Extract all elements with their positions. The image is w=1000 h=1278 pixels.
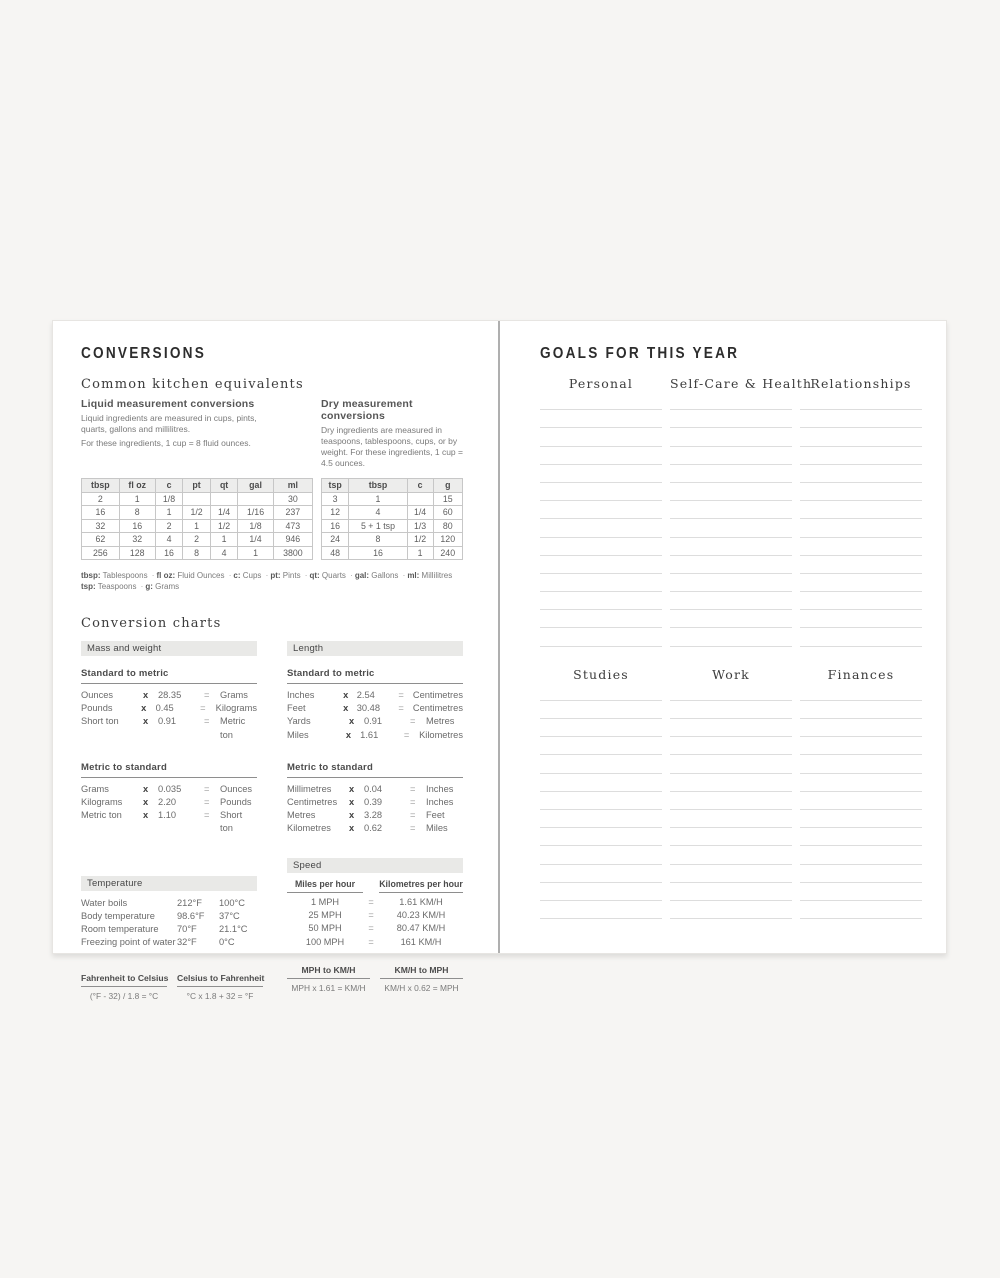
dry-table-row: 16 5 + 1 tsp 1/3 80: [322, 519, 463, 533]
liquid-measurement-intro: [81, 398, 313, 469]
speed-row: 25 MPH = 40.23 KM/H: [287, 909, 463, 922]
equals-symbol: =: [204, 797, 210, 808]
goals-section-2: [540, 667, 922, 919]
speed-row: 100 MPH = 161 KM/H: [287, 936, 463, 949]
legend-line-1: [81, 570, 464, 581]
conversion-row: Grams x 0.035 = Ounces: [81, 783, 257, 796]
ruled-line: [800, 737, 922, 755]
goal-column-relationships: [800, 376, 922, 647]
equals-symbol: =: [410, 783, 416, 794]
liquid-table-header-cell: pt: [183, 479, 211, 493]
speed-formulas: [287, 965, 463, 993]
equals-symbol: =: [410, 810, 416, 821]
liquid-table-row: 2 1 1/8 30: [82, 492, 313, 506]
dry-table-header-cell: tbsp: [349, 479, 407, 493]
multiply-symbol: x: [345, 729, 352, 740]
conversion-row: Metres x 3.28 = Feet: [287, 809, 463, 822]
dry-description: Dry ingredients are measured in teaspoons, tablespoons, cups, or by weight. For these ingredients, 1 cup = 4.5 ounces.: [321, 425, 463, 468]
ruled-line: [540, 428, 662, 446]
ruled-line: [670, 574, 792, 592]
ruled-line: [540, 774, 662, 792]
dry-table-header-cell: g: [433, 479, 463, 493]
ruled-line: [540, 592, 662, 610]
ruled-line: [800, 538, 922, 556]
ruled-line: [670, 610, 792, 628]
ruled-line: [670, 810, 792, 828]
multiply-symbol: x: [143, 797, 149, 808]
speed-col1-header: Miles per hour: [287, 879, 363, 893]
ruled-line: [670, 428, 792, 446]
ruled-line: [670, 774, 792, 792]
measurement-intro-columns: [81, 398, 464, 469]
speed-row: 1 MPH = 1.61 KM/H: [287, 896, 463, 909]
goal-lines: [670, 392, 792, 647]
goal-lines: [800, 392, 922, 647]
ruled-line: [540, 519, 662, 537]
legend-entry: c: Cups ·: [233, 571, 270, 580]
goal-column-header: Work: [712, 666, 750, 682]
ruled-line: [800, 810, 922, 828]
equals-symbol: =: [368, 896, 374, 907]
dry-table-header-row: [322, 479, 463, 493]
planner-spread: [52, 320, 947, 1002]
ruled-line: [800, 447, 922, 465]
equals-symbol: =: [410, 823, 416, 834]
ruled-line: [670, 628, 792, 646]
temperature-bar: Temperature: [81, 876, 257, 891]
kitchen-equivalents-heading: Common kitchen equivalents: [81, 377, 304, 392]
equals-symbol: =: [368, 923, 374, 934]
ruled-line: [800, 519, 922, 537]
ruled-line: [670, 556, 792, 574]
equals-symbol: =: [204, 810, 210, 821]
ruled-line: [540, 392, 662, 410]
equals-symbol: =: [398, 690, 404, 700]
ruled-line: [800, 483, 922, 501]
speed-row: 50 MPH = 80.47 KM/H: [287, 922, 463, 935]
ruled-line: [670, 901, 792, 919]
ruled-line: [670, 392, 792, 410]
ruled-line: [540, 410, 662, 428]
ruled-line: [540, 574, 662, 592]
ruled-line: [800, 865, 922, 883]
legend-entry: qt: Quarts ·: [309, 571, 354, 580]
ruled-line: [670, 538, 792, 556]
multiply-symbol: x: [349, 783, 355, 794]
ruled-line: [540, 901, 662, 919]
ruled-line: [670, 519, 792, 537]
goal-column-header: Personal: [568, 376, 634, 391]
ruled-line: [800, 883, 922, 901]
speed-table-headers: [287, 879, 463, 893]
speed-table: [287, 879, 463, 950]
ruled-line: [670, 410, 792, 428]
ruled-line: [800, 755, 922, 773]
equals-symbol: =: [204, 716, 210, 727]
ruled-line: [670, 701, 792, 719]
charts-column-left: [81, 641, 265, 1002]
formula-block: Celsius to Fahrenheit °C x 1.8 + 32 = °F: [177, 973, 265, 1002]
mass-weight-bar: Mass and weight: [81, 641, 257, 656]
legend-entry: ml: Millilitres: [407, 571, 453, 580]
liquid-table-header-cell: fl oz: [119, 479, 155, 493]
ruled-line: [670, 592, 792, 610]
goal-column-personal: [540, 376, 662, 647]
equals-symbol: =: [368, 936, 374, 947]
ruled-line: [670, 683, 792, 701]
dry-heading: Dry measurement conversions: [321, 398, 413, 422]
goal-column-header: Studies: [573, 666, 629, 682]
legend-line-2: [81, 581, 464, 592]
formula-block: MPH to KM/H MPH x 1.61 = KM/H: [287, 965, 370, 993]
left-page-conversions: [53, 321, 498, 1002]
equals-symbol: =: [204, 783, 210, 794]
goal-column-finances: [800, 667, 922, 919]
goals-section-1: [540, 376, 922, 647]
temperature-row: Freezing point of water 32°F 0°C: [81, 937, 235, 948]
legend-entry: tbsp: Tablespoons ·: [81, 571, 156, 580]
conversion-row: Feet x 30.48 = Centimetres: [287, 702, 463, 715]
ruled-line: [800, 556, 922, 574]
mass-standard-to-metric: [81, 668, 257, 742]
liquid-table-header-cell: ml: [273, 479, 312, 493]
ruled-line: [800, 683, 922, 701]
legend-entry: gal: Gallons ·: [355, 571, 407, 580]
liquid-conversion-table: [81, 478, 313, 560]
ruled-line: [800, 592, 922, 610]
multiply-symbol: x: [343, 703, 349, 714]
ruled-line: [800, 846, 922, 864]
liquid-table-header-cell: qt: [210, 479, 238, 493]
conversion-row: Pounds x 0.45 = Kilograms: [81, 702, 257, 715]
dry-table-row: 12 4 1/4 60: [322, 506, 463, 520]
multiply-symbol: x: [143, 716, 149, 727]
ruled-line: [540, 719, 662, 737]
ruled-line: [670, 483, 792, 501]
equals-symbol: =: [410, 716, 416, 727]
kitchen-tables: [81, 478, 464, 560]
goal-column-header: Finances: [827, 666, 895, 682]
legend-entry: pt: Pints ·: [270, 571, 309, 580]
goal-column-work: [670, 667, 792, 919]
multiply-symbol: x: [143, 690, 149, 700]
goal-lines: [800, 683, 922, 919]
multiply-symbol: x: [141, 703, 147, 714]
dry-table-header-cell: c: [407, 479, 433, 493]
equals-symbol: =: [204, 690, 210, 700]
liquid-heading: Liquid measurement conversions: [81, 398, 255, 410]
ruled-line: [540, 846, 662, 864]
conversion-row: Inches x 2.54 = Centimetres: [287, 689, 463, 702]
liquid-description-2: For these ingredients, 1 cup = 8 fluid ounces.: [81, 438, 251, 448]
formula-block: Fahrenheit to Celsius (°F - 32) / 1.8 = °C: [81, 973, 169, 1002]
ruled-line: [800, 828, 922, 846]
temperature-formulas: [81, 973, 265, 1002]
legend-entry: tsp: Teaspoons ·: [81, 582, 145, 591]
goal-column-header: Self-Care & Health: [670, 376, 813, 391]
ruled-line: [540, 447, 662, 465]
ruled-line: [540, 755, 662, 773]
liquid-table-header-cell: c: [155, 479, 183, 493]
conversion-row: Yards x 0.91 = Metres: [287, 715, 463, 728]
ruled-line: [540, 828, 662, 846]
ruled-line: [540, 883, 662, 901]
temperature-block: [81, 876, 257, 950]
ruled-line: [800, 628, 922, 646]
page-title-goals: GOALS FOR THIS YEAR: [540, 345, 740, 362]
speed-bar: Speed: [287, 858, 463, 873]
ruled-line: [670, 883, 792, 901]
conversion-row: Miles x 1.61 = Kilometres: [287, 729, 463, 742]
charts-column-right: [287, 641, 463, 1001]
ruled-line: [670, 865, 792, 883]
liquid-table-row: 32 16 2 1 1/2 1/8 473: [82, 519, 313, 533]
ruled-line: [540, 628, 662, 646]
length-bar: Length: [287, 641, 463, 656]
liquid-table-row: 16 8 1 1/2 1/4 1/16 237: [82, 506, 313, 520]
ruled-line: [540, 483, 662, 501]
multiply-symbol: x: [349, 823, 355, 834]
ruled-line: [670, 465, 792, 483]
mass-metric-to-standard: [81, 762, 257, 836]
dry-table-header-cell: tsp: [322, 479, 349, 493]
dry-table-row: 3 1 15: [322, 492, 463, 506]
ruled-line: [800, 774, 922, 792]
ruled-line: [540, 701, 662, 719]
temperature-row: Water boils 212°F 100°C: [81, 897, 245, 908]
page-title-conversions: CONVERSIONS: [81, 345, 207, 362]
ruled-line: [800, 574, 922, 592]
ruled-line: [540, 792, 662, 810]
dry-measurement-intro: [321, 398, 463, 469]
multiply-symbol: x: [349, 716, 355, 727]
ruled-line: [670, 501, 792, 519]
ruled-line: [540, 556, 662, 574]
ruled-line: [800, 465, 922, 483]
conversion-row: Kilograms x 2.20 = Pounds: [81, 796, 257, 809]
conversion-row: Centimetres x 0.39 = Inches: [287, 796, 463, 809]
ruled-line: [800, 610, 922, 628]
conversion-row: Millimetres x 0.04 = Inches: [287, 783, 463, 796]
liquid-table-header-cell: tbsp: [82, 479, 120, 493]
liquid-table-row: 256 128 16 8 4 1 3800: [82, 546, 313, 560]
dry-table-row: 48 16 1 240: [322, 546, 463, 560]
equals-symbol: =: [403, 729, 410, 740]
ruled-line: [540, 501, 662, 519]
ruled-line: [540, 683, 662, 701]
ruled-line: [800, 701, 922, 719]
goal-column-studies: [540, 667, 662, 919]
ruled-line: [800, 792, 922, 810]
temperature-row: Room temperature 70°F 21.1°C: [81, 924, 248, 935]
ruled-line: [670, 737, 792, 755]
conversion-row: Short ton x 0.91 = Metric ton: [81, 715, 257, 741]
ruled-line: [670, 719, 792, 737]
ruled-line: [800, 410, 922, 428]
goal-column-selfcare-health: [670, 376, 813, 647]
ruled-line: [670, 828, 792, 846]
multiply-symbol: x: [349, 797, 355, 808]
liquid-table-header-cell: gal: [238, 479, 273, 493]
ruled-line: [800, 392, 922, 410]
conversion-row: Ounces x 28.35 = Grams: [81, 689, 257, 702]
length-standard-to-metric: [287, 668, 463, 742]
equals-symbol: =: [410, 797, 416, 808]
ruled-line: [540, 810, 662, 828]
ruled-line: [540, 538, 662, 556]
conversion-charts-heading: Conversion charts: [81, 616, 222, 631]
ruled-line: [670, 447, 792, 465]
ruled-line: [800, 719, 922, 737]
right-page-goals: [500, 321, 946, 953]
multiply-symbol: x: [349, 810, 355, 821]
dry-table-row: 24 8 1/2 120: [322, 533, 463, 547]
legend-entry: g: Grams: [145, 582, 180, 591]
goal-lines: [540, 683, 662, 919]
ruled-line: [540, 610, 662, 628]
ruled-line: [800, 901, 922, 919]
equals-symbol: =: [398, 703, 404, 714]
speed-col2-header: Kilometres per hour: [379, 879, 463, 893]
conversion-row: Kilometres x 0.62 = Miles: [287, 822, 463, 835]
conversion-charts-grid: [81, 641, 464, 1001]
group-label: Standard to metric: [81, 668, 257, 684]
temperature-row: Body temperature 98.6°F 37°C: [81, 910, 240, 921]
ruled-line: [670, 792, 792, 810]
liquid-table-row: 62 32 4 2 1 1/4 946: [82, 533, 313, 547]
group-label: Standard to metric: [287, 668, 463, 684]
multiply-symbol: x: [143, 810, 149, 821]
group-label: Metric to standard: [81, 762, 257, 778]
formula-block: KM/H to MPH KM/H x 0.62 = MPH: [380, 965, 463, 993]
equals-symbol: =: [200, 703, 206, 714]
liquid-table-header-row: [82, 479, 313, 493]
multiply-symbol: x: [343, 690, 349, 700]
speed-block: [287, 858, 463, 950]
multiply-symbol: x: [143, 783, 149, 794]
length-metric-to-standard: [287, 762, 463, 836]
ruled-line: [670, 846, 792, 864]
dry-conversion-table: [321, 478, 463, 560]
legend-entry: fl oz: Fluid Ounces ·: [156, 571, 233, 580]
abbreviation-legend: [81, 570, 464, 592]
ruled-line: [540, 465, 662, 483]
ruled-line: [800, 501, 922, 519]
ruled-line: [670, 755, 792, 773]
ruled-line: [540, 865, 662, 883]
goal-column-header: Relationships: [810, 376, 912, 391]
conversion-row: Metric ton x 1.10 = Short ton: [81, 809, 257, 835]
ruled-line: [540, 737, 662, 755]
goal-lines: [540, 392, 662, 647]
liquid-description-1: Liquid ingredients are measured in cups, pints, quarts, gallons and millilitres.: [81, 413, 257, 434]
group-label: Metric to standard: [287, 762, 463, 778]
goal-lines: [670, 683, 792, 919]
equals-symbol: =: [368, 910, 374, 921]
ruled-line: [800, 428, 922, 446]
